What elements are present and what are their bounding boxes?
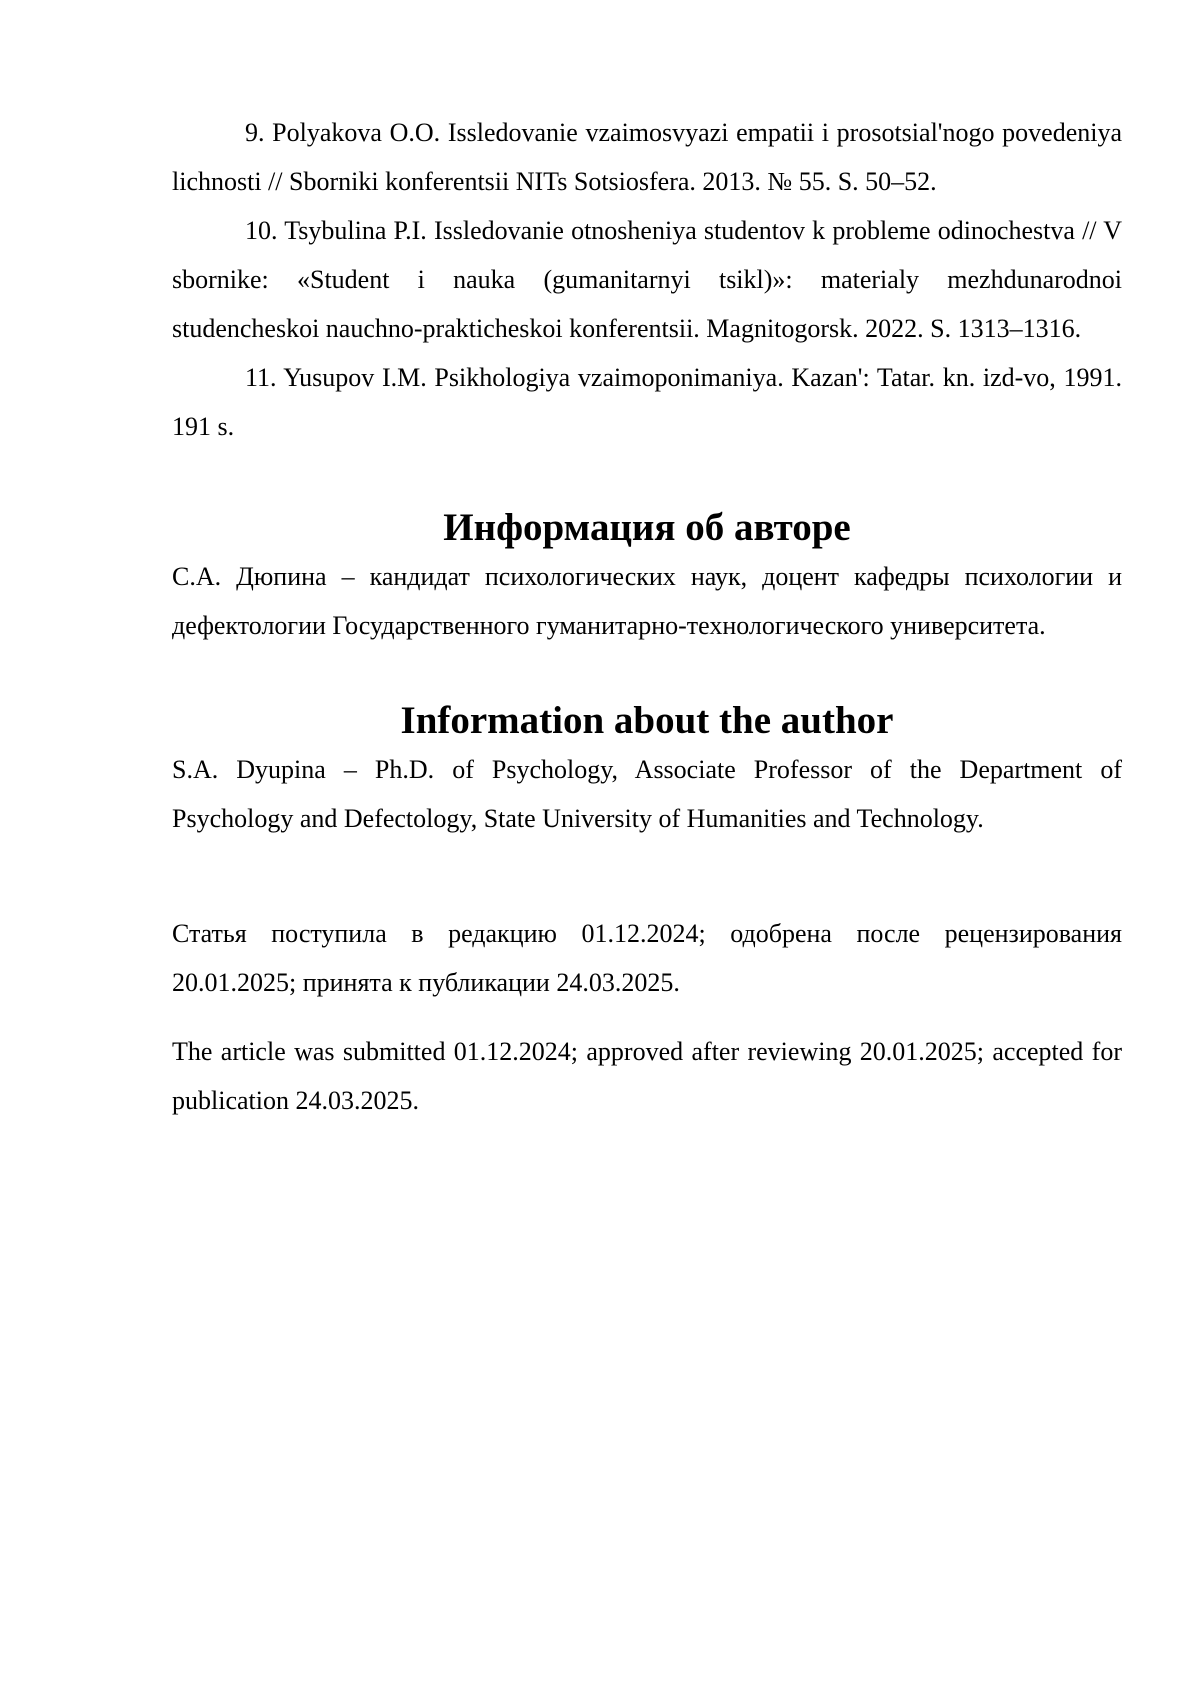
- submission-dates-ru: Статья поступила в редакцию 01.12.2024; одобрена после рецензирования 20.01.2025; принята к публикации 24.03.2025.: [172, 909, 1122, 1007]
- submission-dates-en: The article was submitted 01.12.2024; approved after reviewing 20.01.2025; accepted for publication 24.03.2025.: [172, 1027, 1122, 1125]
- author-info-ru-heading: Информация об авторе: [172, 503, 1122, 552]
- author-info-ru-text: С.А. Дюпина – кандидат психологических наук, доцент кафедры психологии и дефектологии Государственного гуманитарно-технологического университета.: [172, 552, 1122, 650]
- document-page: [0, 0, 1200, 1697]
- author-info-en-text: S.A. Dyupina – Ph.D. of Psychology, Associate Professor of the Department of Psychology and Defectology, State University of Humanities and Technology.: [172, 745, 1122, 843]
- author-info-ru: [172, 503, 1122, 650]
- document-content: [172, 108, 1122, 1125]
- author-info-en: [172, 696, 1122, 843]
- author-info-en-heading: Information about the author: [172, 696, 1122, 745]
- reference-item: 10. Tsybulina P.I. Issledovanie otnosheniya studentov k probleme odinochestva // V sbornike: «Student i nauka (gumanitarnyi tsikl)»: materialy mezhdunarodnoi studencheskoi nauchno-prakticheskoi konferentsii. Magnitogorsk. 2022. S. 1313–1316.: [172, 206, 1122, 353]
- reference-list: [172, 108, 1122, 451]
- reference-item: 9. Polyakova O.O. Issledovanie vzaimosvyazi empatii i prosotsial'nogo povedeniya lichnosti // Sborniki konferentsii NITs Sotsiosfera. 2013. № 55. S. 50–52.: [172, 108, 1122, 206]
- reference-item: 11. Yusupov I.M. Psikhologiya vzaimoponimaniya. Kazan': Tatar. kn. izd-vo, 1991. 191 s.: [172, 353, 1122, 451]
